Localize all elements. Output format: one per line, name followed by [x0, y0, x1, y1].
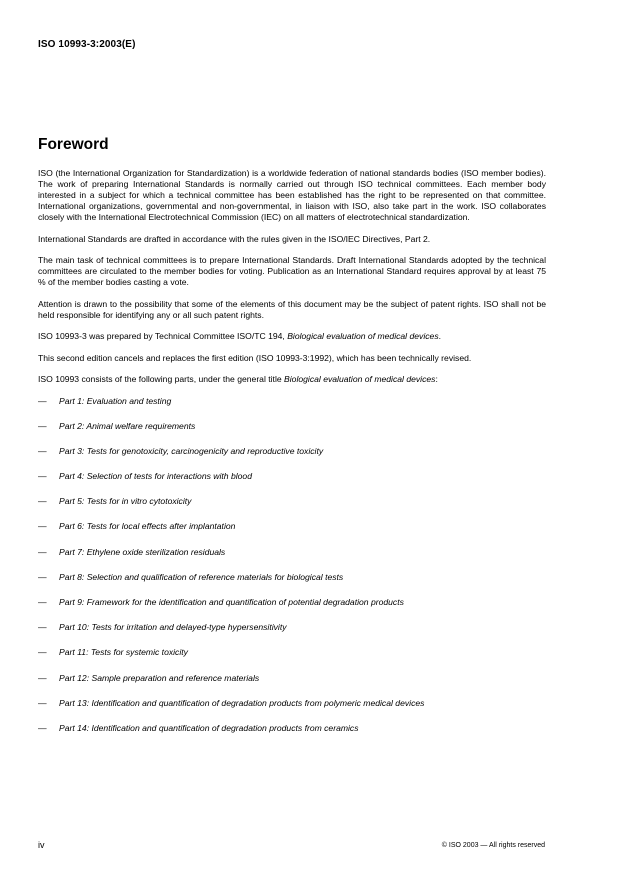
list-item: [38, 622, 546, 647]
part-title: Part 2: Animal welfare requirements: [59, 420, 196, 431]
parts-intro-title: Biological evaluation of medical devices: [284, 374, 436, 384]
part-title: Part 13: Identification and quantification of degradation products from polymeric medical devices: [59, 697, 425, 708]
part-title: Part 5: Tests for in vitro cytotoxicity: [59, 496, 192, 507]
part-title: Part 4: Selection of tests for interactions with blood: [59, 471, 252, 482]
list-dash: —: [38, 697, 47, 708]
paragraph-prepared-by: [38, 331, 546, 342]
paragraph-edition-note: This second edition cancels and replaces the first edition (ISO 10993-3:1992), which has been technically revised.: [38, 352, 472, 363]
paragraph-drafting-rules: International Standards are drafted in accordance with the rules given in the ISO/IEC Directives, Part 2.: [38, 233, 431, 244]
list-dash: —: [38, 420, 47, 431]
list-dash: —: [38, 471, 47, 482]
part-title: Part 11: Tests for systemic toxicity: [59, 647, 188, 658]
list-item: [38, 723, 546, 748]
part-title: Part 3: Tests for genotoxicity, carcinogenicity and reproductive toxicity: [59, 445, 324, 456]
list-dash: —: [38, 597, 47, 607]
list-item: [38, 471, 546, 496]
list-dash: —: [38, 647, 47, 658]
list-dash: —: [38, 496, 47, 507]
paragraph-patent-notice: Attention is drawn to the possibility that some of the elements of this document may be the subject of patent rights. ISO shall not be held responsible for identifying any or all such patent rights.: [38, 298, 546, 320]
list-item: [38, 673, 546, 698]
parts-list: [38, 396, 546, 749]
paragraph-parts-intro: [38, 374, 546, 385]
list-item: [38, 396, 546, 421]
part-title: Part 14: Identification and quantification of degradation products from ceramics: [59, 722, 359, 733]
copyright-notice: © ISO 2003 — All rights reserved: [441, 842, 545, 849]
list-item: [38, 698, 546, 723]
part-title: Part 7: Ethylene oxide sterilization residuals: [59, 546, 226, 557]
paragraph-committee-task: The main task of technical committees is to prepare International Standards. Draft International Standards adopted by the technical committees are circulated to the member bodies for voting. Publication as an International Standard requires approval by at least 75 % of the member bodies casting a vote.: [38, 255, 546, 287]
part-title: Part 12: Sample preparation and reference materials: [59, 672, 260, 683]
list-item: [38, 547, 546, 572]
list-item: [38, 446, 546, 471]
part-title: Part 8: Selection and qualification of reference materials for biological tests: [59, 571, 344, 582]
page-title: Foreword: [38, 136, 109, 153]
prepared-by-title: Biological evaluation of medical devices: [287, 331, 439, 341]
list-dash: —: [38, 445, 47, 456]
list-dash: —: [38, 722, 47, 733]
parts-intro-prefix: ISO 10993 consists of the following parts, under the general title: [38, 374, 285, 384]
part-title: Part 9: Framework for the identification and quantification of potential degradation products: [59, 597, 404, 607]
list-dash: —: [38, 395, 47, 406]
foreword-body: [38, 168, 546, 748]
list-item: [38, 647, 546, 672]
list-item: [38, 597, 546, 622]
list-item: [38, 496, 546, 521]
list-dash: —: [38, 672, 47, 683]
parts-intro-suffix: :: [435, 374, 438, 384]
list-dash: —: [38, 546, 47, 557]
list-dash: —: [38, 622, 47, 633]
part-title: Part 6: Tests for local effects after implantation: [59, 521, 236, 532]
list-dash: —: [38, 521, 47, 532]
list-dash: —: [38, 571, 47, 582]
prepared-by-suffix: .: [438, 331, 442, 341]
part-title: Part 10: Tests for irritation and delayed-type hypersensitivity: [59, 622, 287, 633]
prepared-by-prefix: ISO 10993-3 was prepared by Technical Committee ISO/TC 194,: [38, 331, 288, 341]
list-item: [38, 521, 546, 546]
page-number: iv: [38, 840, 45, 850]
paragraph-iso-overview: ISO (the International Organization for Standardization) is a worldwide federation of national standards bodies (ISO member bodies). The work of preparing International Standards is normally carried out through ISO technical committees. Each member body interested in a subject for which a technical committee has been established has the right to be represented on that committee. International organizations, governmental and non-governmental, in liaison with ISO, also take part in the work. ISO collaborates closely with the International Electrotechnical Commission (IEC) on all matters of electrotechnical standardization.: [38, 168, 546, 222]
part-title: Part 1: Evaluation and testing: [59, 395, 172, 406]
document-id-header: ISO 10993-3:2003(E): [38, 39, 136, 50]
list-item: [38, 572, 546, 597]
list-item: [38, 421, 546, 446]
